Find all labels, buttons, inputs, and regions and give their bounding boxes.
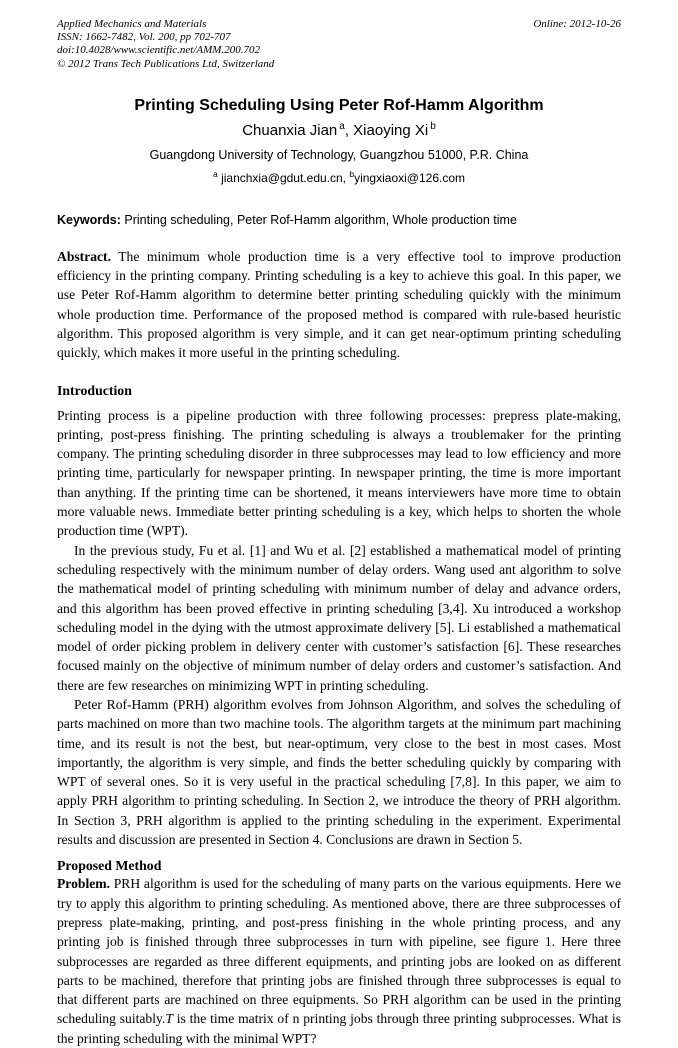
author-2: Xiaoying Xi (353, 121, 429, 139)
journal-issn-line: ISSN: 1662-7482, Vol. 200, pp 702-707 (57, 31, 231, 44)
email-2: yingxiaoxi@126.com (354, 170, 465, 185)
abstract-label: Abstract. (57, 248, 111, 264)
introduction-paragraph-1: Printing process is a pipeline production with three following processes: prepress plate-making, printing, post-press finishing. The printing scheduling is always a troublemaker for the printing company. The printing scheduling disorder in three subprocesses may lead to low efficiency and more printing time, particularly for newspaper printing. In newspaper printing, the time is more important than anything. If the printing time can be shortened, it means interviewers have more time to obtain more valuable news. Immediate better printing scheduling is a key, which helps to shorten the whole production time (WPT). (57, 407, 621, 539)
section-heading-introduction: Introduction (57, 382, 132, 398)
author-1-superscript: a (339, 120, 345, 132)
keywords-line (57, 213, 621, 227)
problem-label: Problem. (57, 876, 110, 892)
authors-separator: , (344, 121, 349, 139)
title-block (57, 97, 621, 185)
journal-doi-line: doi:10.4028/www.scientific.net/AMM.200.702 (57, 44, 260, 57)
journal-header-left (57, 18, 274, 71)
variable-t: T (165, 1011, 173, 1027)
authors-line (57, 121, 621, 139)
section-heading-proposed-method: Proposed Method (57, 858, 162, 874)
email-1: jianchxia@gdut.edu.cn, (221, 170, 347, 185)
keywords-label: Keywords: (57, 212, 121, 227)
affiliation-line: Guangdong University of Technology, Guangzhou 51000, P.R. China (149, 147, 529, 162)
abstract-text: The minimum whole production time is a very effective tool to improve production efficiency in the printing company. Printing scheduling is a key to achieve this goal. In this paper, we use Peter Rof-Hamm algorithm to determine better printing scheduling quickly with the minimum whole production time. Performance of the proposed method is compared with rule-based heuristic algorithm. This proposed algorithm is very simple, and it can get near-optimum printing scheduling quickly, which makes it more useful in the printing scheduling. (57, 248, 622, 361)
journal-name: Applied Mechanics and Materials (57, 18, 207, 30)
introduction-paragraph-2: In the previous study, Fu et al. [1] and Wu et al. [2] established a mathematical model of printing scheduling respectively with the minimum number of delay orders. Wang used ant algorithm to solve the mathematical model of printing scheduling with minimum number of delay and advance orders, and this algorithm has been proved effective in printing scheduling [3,4]. Xu introduced a workshop scheduling model in the dying with the utmost approximate delivery [5]. Li established a mathematical model of order picking problem in delivery center with customer’s satisfaction [6]. These researches focused mainly on the objective of minimum number of delay orders and customer’s satisfaction. And there are few researches on minimizing WPT in printing scheduling. (57, 542, 621, 693)
journal-header (57, 18, 621, 71)
abstract-paragraph (57, 247, 621, 363)
problem-paragraph (57, 874, 621, 1048)
problem-text-before-t: PRH algorithm is used for the scheduling of many parts on the various equipments. Here we try to apply this algorithm to printing scheduling. As mentioned above, there are three subprocesses of prepress plate-making, printing, and post-press finishing in the whole printing process, and any printing job is finished through three subprocesses in turn with pipeline, see figure 1. Here three subprocesses are regarded as three different equipments, and printing jobs are looked on as different parts to be machined, therefore that printing jobs are finished through three subprocesses is equal to that different parts are machined on three equipments. So PRH algorithm can be used in the printing scheduling suitably. (57, 876, 621, 1027)
author-2-superscript: b (430, 120, 436, 132)
online-date: Online: 2012-10-26 (533, 18, 621, 30)
problem-text-after-t: is the time matrix of n printing jobs through three printing subprocesses. What is the printing scheduling with the minimal WPT? (57, 1011, 622, 1046)
journal-copyright-line: © 2012 Trans Tech Publications Ltd, Switzerland (57, 57, 275, 70)
emails-line (57, 169, 621, 185)
keywords-text: Printing scheduling, Peter Rof-Hamm algorithm, Whole production time (124, 212, 517, 227)
email-1-superscript: a (213, 168, 218, 179)
author-1: Chuanxia Jian (242, 121, 338, 139)
paper-title: Printing Scheduling Using Peter Rof-Hamm Algorithm (134, 96, 544, 114)
email-2-superscript: b (349, 168, 355, 179)
introduction-paragraph-3: Peter Rof-Hamm (PRH) algorithm evolves from Johnson Algorithm, and solves the scheduling of parts machined on more than two machine tools. The algorithm targets at the minimum part machining time, and its result is not the best, but near-optimum, very close to the best in most cases. Most importantly, the algorithm is very simple, and finds the better scheduling quickly by comparing with WPT of several ones. So it is very useful in the practical scheduling [7,8]. In this paper, we aim to apply PRH algorithm to printing scheduling. In Section 2, we introduce the theory of PRH algorithm. In Section 3, PRH algorithm is applied to the printing scheduling in the experiment. Experimental results and discussion are presented in Section 4. Conclusions are drawn in Section 5. (57, 696, 621, 848)
